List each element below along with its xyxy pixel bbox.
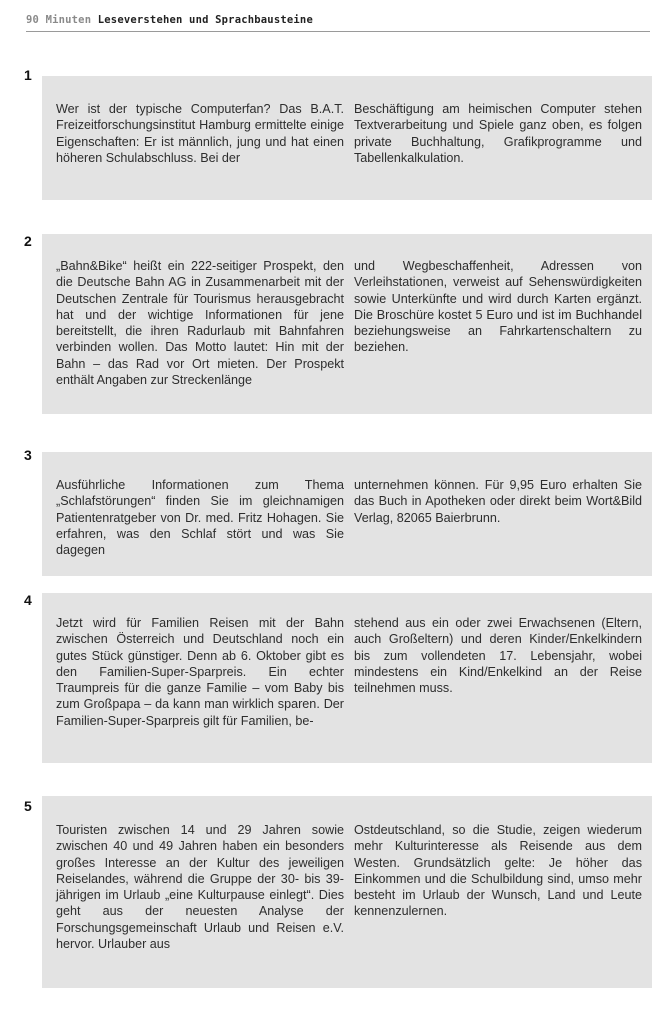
text-column-left: Jetzt wird für Familien Reisen mit der Bahn zwischen Österreich und Deutschland noch ein gutes Stück günstiger. Denn ab 6. Oktober gibt es den Familien-Super-Sparpreis. Ein echter Traumpreis für die ganze Familie – vom Baby bis zum Großpapa – da kann man wirklich sparen. Der Familien-Super-Sparpreis gilt für Familien, be- xyxy=(56,616,344,728)
text-column-left: Touristen zwischen 14 und 29 Jahren sowie zwischen 40 und 49 Jahren haben ein besonders großes Interesse an der Kultur des jeweiligen Reiselandes, während die Gruppe der 30- bis 39-jährigen im Urlaub „eine Kulturpause einlegt“. Dies geht aus der neuesten Analyse der Forschungsgemeinschaft Urlaub und Reisen e.V. hervor. Urlauber aus xyxy=(56,823,344,952)
section-number: 3 xyxy=(24,447,32,463)
section-number: 5 xyxy=(24,798,32,814)
text-column-right: unternehmen können. Für 9,95 Euro erhalten Sie das Buch in Apotheken oder direkt beim Wort&Bild Verlag, 82065 Baierbrunn. xyxy=(354,478,642,525)
text-column-left: Wer ist der typische Computerfan? Das B.A.T. Freizeitforschungsinstitut Hamburg ermittelte einige Eigenschaften: Er ist männlich, jung und hat einen höheren Schulabschluss. Bei der xyxy=(56,102,344,165)
text-column-left: „Bahn&Bike“ heißt ein 222-seitiger Prospekt, den die Deutsche Bahn AG in Zusammenarbeit mit der Deutschen Zentrale für Tourismus herausgebracht hat und der wichtige Informationen für jene bereitstellt, die ihren Radurlaub mit Bahnfahren verbinden wollen. Das Motto lautet: Hin mit der Bahn – das Rad vor Ort mieten. Der Prospekt enthält Angaben zur Streckenlänge xyxy=(56,259,344,388)
section-number: 2 xyxy=(24,233,32,249)
text-box xyxy=(42,593,652,763)
text-column-left: Ausführliche Informationen zum Thema „Schlafstörungen“ finden Sie im gleichnamigen Patientenratgeber von Dr. med. Fritz Hohagen. Sie erfahren, was den Schlaf stört und was Sie dagegen xyxy=(56,478,344,558)
page-header xyxy=(26,14,650,32)
page-header-title: Leseverstehen und Sprachbausteine xyxy=(97,14,313,26)
text-column-right: Beschäftigung am heimischen Computer stehen Textverarbeitung und Spiele ganz oben, es folgen private Buchhaltung, Grafikprogramme und Tabellenkalkulation. xyxy=(354,102,642,165)
section-number: 4 xyxy=(24,592,32,608)
section-number: 1 xyxy=(24,67,32,83)
text-column-right: stehend aus ein oder zwei Erwachsenen (Eltern, auch Großeltern) und deren Kinder/Enkelkindern bis zum vollendeten 17. Lebensjahr, wobei mindestens ein Kind/Enkelkind an der Reise teilnehmen muss. xyxy=(354,616,642,696)
text-box xyxy=(42,796,652,988)
text-column-right: und Wegbeschaffenheit, Adressen von Verleihstationen, verweist auf Sehenswürdigkeiten sowie Unterkünfte und wird durch Karten ergänzt. Die Broschüre kostet 5 Euro und ist im Buchhandel beziehungsweise an Fahrkartenschaltern zu beziehen. xyxy=(354,259,642,355)
text-box xyxy=(42,452,652,576)
page-header-number: 90 Minuten xyxy=(26,14,92,26)
text-box xyxy=(42,76,652,200)
text-box xyxy=(42,234,652,414)
text-column-right: Ostdeutschland, so die Studie, zeigen wiederum mehr Kulturinteresse als Reisende aus dem Westen. Grundsätzlich gelte: Je höher das Einkommen und die Schulbildung sind, umso mehr besteht im Urlaub der Wunsch, Land und Leute kennenzulernen. xyxy=(354,823,642,919)
